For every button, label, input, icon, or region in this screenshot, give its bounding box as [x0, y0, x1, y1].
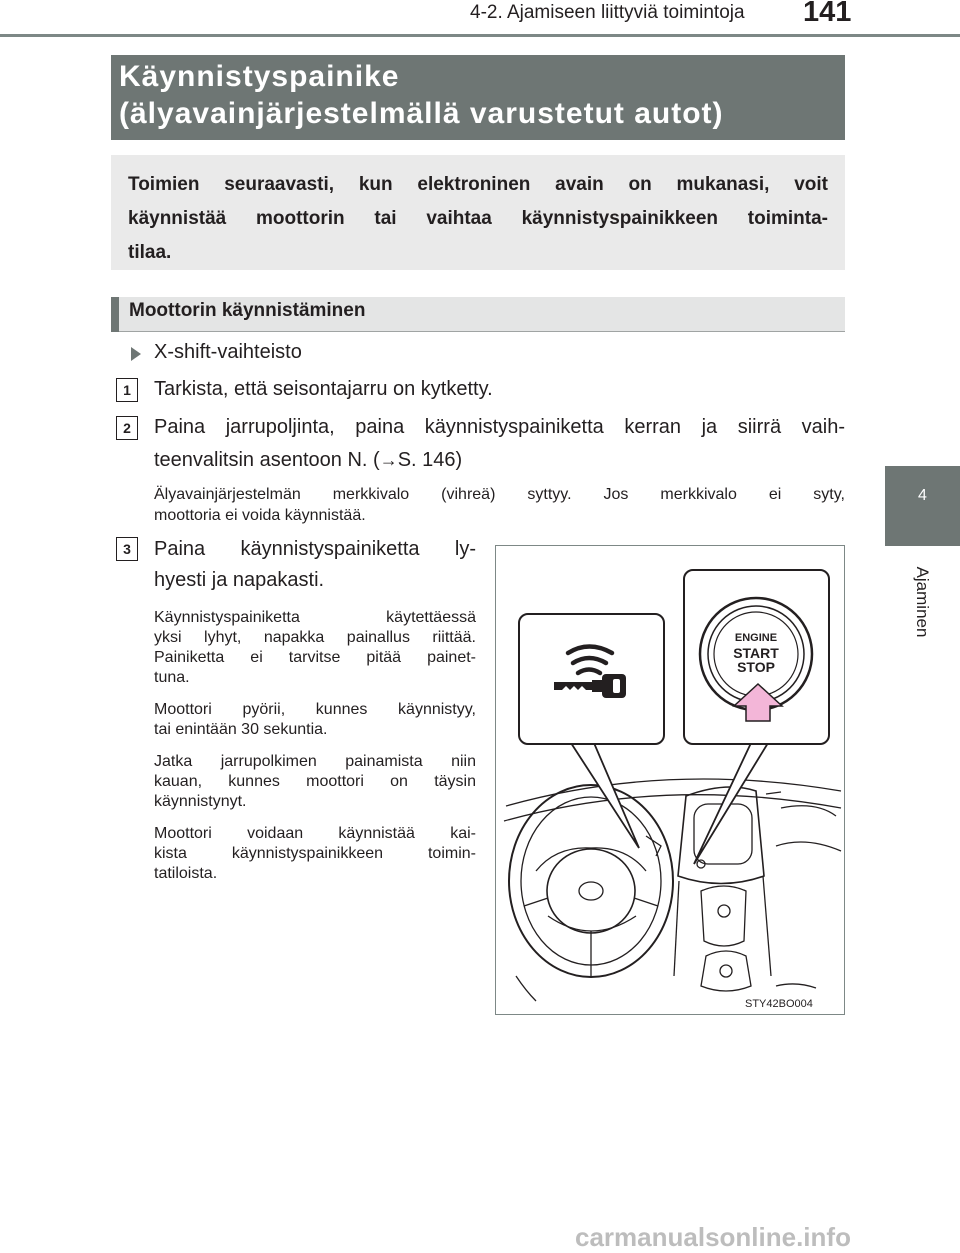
step-2-line-1: Paina jarrupoljinta, paina käynnistyspainiketta kerran ja siirrä vaih-: [154, 416, 845, 438]
intro-line-2: käynnistää moottorin tai vaihtaa käynnistyspainikkeen toiminta-: [128, 208, 828, 229]
bullet-arrow-icon: [131, 347, 141, 361]
step-2-line-2: teenvalitsin asentoon N. (→S. 146): [154, 449, 463, 471]
step-3-note-1-line-1: Käynnistyspainiketta käytettäessä: [154, 609, 476, 626]
intro-line-3: tilaa.: [128, 242, 172, 263]
step-3-line-1: Paina käynnistyspainiketta ly-: [154, 538, 476, 560]
step-3-note-3-line-2: kauan, kunnes moottori on täysin: [154, 773, 476, 790]
step-3-note-1-line-2: yksi lyhyt, napakka painallus riittää.: [154, 629, 476, 646]
title-line-1: Käynnistyspainike: [119, 60, 400, 93]
step-number-2: 2: [116, 416, 138, 440]
step-number-3: 3: [116, 537, 138, 561]
step-number-1: 1: [116, 378, 138, 402]
engine-start-figure: [495, 545, 845, 1015]
chapter-label: Ajaminen: [913, 566, 932, 638]
step-2-note-line-2: moottoria ei voida käynnistää.: [154, 507, 366, 524]
page-number: 141: [803, 0, 852, 28]
header-section-title: 4-2. Ajamiseen liittyviä toimintoja: [470, 2, 745, 23]
intro-line-1: Toimien seuraavasti, kun elektroninen avain on mukanasi, voit: [128, 174, 828, 195]
button-text-start: START: [733, 645, 779, 661]
bullet-text: X-shift-vaihteisto: [154, 341, 302, 363]
step-3-note-3-line-1: Jatka jarrupolkimen painamista niin: [154, 753, 476, 770]
step-3-note-3-line-3: käynnistynyt.: [154, 793, 247, 810]
watermark: carmanualsonline.info: [575, 1222, 851, 1252]
figure-code: STY42BO004: [745, 998, 813, 1010]
subsection-heading-bar: [111, 297, 119, 332]
subsection-title: Moottorin käynnistäminen: [129, 300, 366, 321]
reference-arrow-icon: →: [379, 450, 398, 470]
step-1-text: Tarkista, että seisontajarru on kytketty.: [154, 378, 493, 400]
chapter-number: 4: [918, 487, 927, 504]
dashboard-illustration: [496, 546, 843, 1013]
step-3-line-2: hyesti ja napakasti.: [154, 569, 325, 591]
button-text-stop: STOP: [737, 659, 775, 675]
step-3-note-4-line-2: kista käynnistyspainikkeen toimin-: [154, 845, 476, 862]
step-2-note-line-1: Älyavainjärjestelmän merkkivalo (vihreä) syttyy. Jos merkkivalo ei syty,: [154, 486, 845, 503]
step-3-note-1-line-4: tuna.: [154, 669, 190, 686]
header-divider: [0, 34, 960, 37]
step-3-note-2-line-1: Moottori pyörii, kunnes käynnistyy,: [154, 701, 476, 718]
step-3-note-4-line-1: Moottori voidaan käynnistää kai-: [154, 825, 476, 842]
button-text-engine: ENGINE: [734, 632, 778, 644]
step-3-note-4-line-3: tatiloista.: [154, 865, 218, 882]
chapter-tab: [885, 466, 960, 546]
step-3-note-1-line-3: Painiketta ei tarvitse pitää painet-: [154, 649, 476, 666]
title-line-2: (älyavainjärjestelmällä varustetut autot): [119, 97, 724, 130]
step-3-note-2-line-2: tai enintään 30 sekuntia.: [154, 721, 328, 738]
